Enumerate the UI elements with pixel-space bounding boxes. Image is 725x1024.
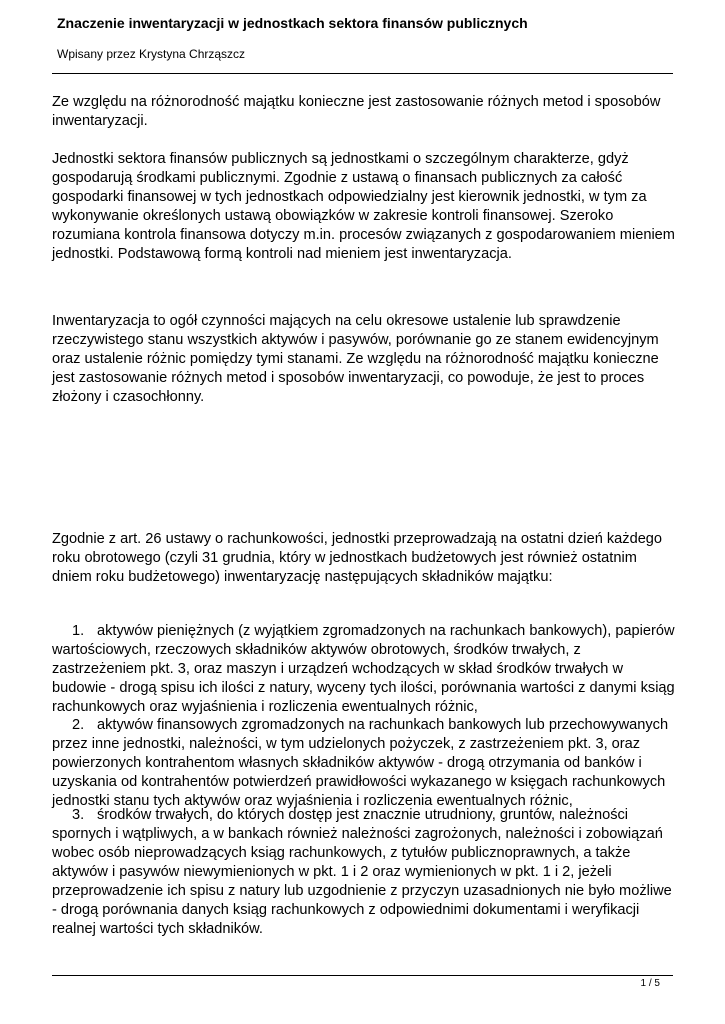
header-divider xyxy=(52,73,673,74)
list-item-text: środków trwałych, do których dostęp jest znacznie utrudniony, gruntów, należności spornych i wątpliwych, a w bankach również należności zagrożonych, należności i zobowiązań wobec osób nieprowadzących ksiąg rachunkowych, z tytułów publicznoprawnych, a także aktywów i pasywów niewymienionych w pkt. 1 i 2 oraz wymienionych w pkt. 1 i 2, jeżeli przeprowadzenie ich spisu z natury lub uzgodnienie z przyczyn uzasadnionych nie było możliwe - drogą porównania danych ksiąg rachunkowych z odpowiednimi dokumentami i weryfikacji realnej wartości tych składników. xyxy=(52,807,672,937)
footer-divider xyxy=(52,975,673,976)
paragraph-article-26: Zgodnie z art. 26 ustawy o rachunkowości, jednostki przeprowadzają na ostatni dzień każdego roku obrotowego (czyli 31 grudnia, który w jednostkach budżetowych jest również ostatnim dniem roku budżetowego) inwentaryzację następujących składników majątku: xyxy=(52,531,663,585)
list-item xyxy=(52,622,677,717)
paragraph-intro: Ze względu na różnorodność majątku konieczne jest zastosowanie różnych metod i sposobów inwentaryzacji. xyxy=(52,94,661,129)
author-byline: Wpisany przez Krystyna Chrząszcz xyxy=(57,47,246,61)
page-title: Znaczenie inwentaryzacji w jednostkach sektora finansów publicznych xyxy=(57,15,528,31)
list-item-number: 1. xyxy=(72,623,85,639)
list-item-text: aktywów pieniężnych (z wyjątkiem zgromadzonych na rachunkach bankowych), papierów wartościowych, rzeczowych składników aktywów obrotowych, środków trwałych, z zastrzeżeniem pkt. 3, oraz maszyn i urządzeń wchodzących w skład środków trwałych w budowie - drogą spisu ich ilości z natury, wyceny tych ilości, porównania wartości z danymi ksiąg rachunkowych oraz wyjaśnienia i rozliczenia ewentualnych różnic, xyxy=(52,623,675,715)
list-item-number: 3. xyxy=(72,807,85,823)
paragraph-inventory-definition: Inwentaryzacja to ogół czynności mających na celu okresowe ustalenie lub sprawdzenie rzeczywistego stanu wszystkich aktywów i pasywów, porównanie go ze stanem ewidencyjnym oraz ustalenie różnic pomiędzy tymi stanami. Ze względu na różnorodność majątku konieczne jest zastosowanie różnych metod i sposobów inwentaryzacji, co powoduje, że jest to proces złożony i czasochłonny. xyxy=(52,313,659,405)
list-item xyxy=(52,716,677,811)
list-item xyxy=(52,806,677,939)
page-number: 1 / 5 xyxy=(640,978,660,989)
paragraph-sector-units: Jednostki sektora finansów publicznych są jednostkami o szczególnym charakterze, gdyż gospodarują środkami publicznymi. Zgodnie z ustawą o finansach publicznych za całość gospodarki finansowej w tych jednostkach odpowiedzialny jest kierownik jednostki, w tym za wykonywanie określonych ustawą obowiązków w zakresie kontroli finansowej. Szeroko rozumiana kontrola finansowa dotyczy m.in. procesów związanych z gospodarowaniem mieniem jednostki. Podstawową formą kontroli nad mieniem jest inwentaryzacja. xyxy=(52,151,675,262)
list-item-number: 2. xyxy=(72,717,85,733)
list-item-text: aktywów finansowych zgromadzonych na rachunkach bankowych lub przechowywanych przez inne jednostki, należności, w tym udzielonych pożyczek, z zastrzeżeniem pkt. 3, oraz powierzonych kontrahentom własnych składników aktywów - drogą otrzymania od banków i uzyskania od kontrahentów potwierdzeń prawidłowości wykazanego w księgach rachunkowych jednostki stanu tych aktywów oraz wyjaśnienia i rozliczenia ewentualnych różnic, xyxy=(52,717,669,809)
